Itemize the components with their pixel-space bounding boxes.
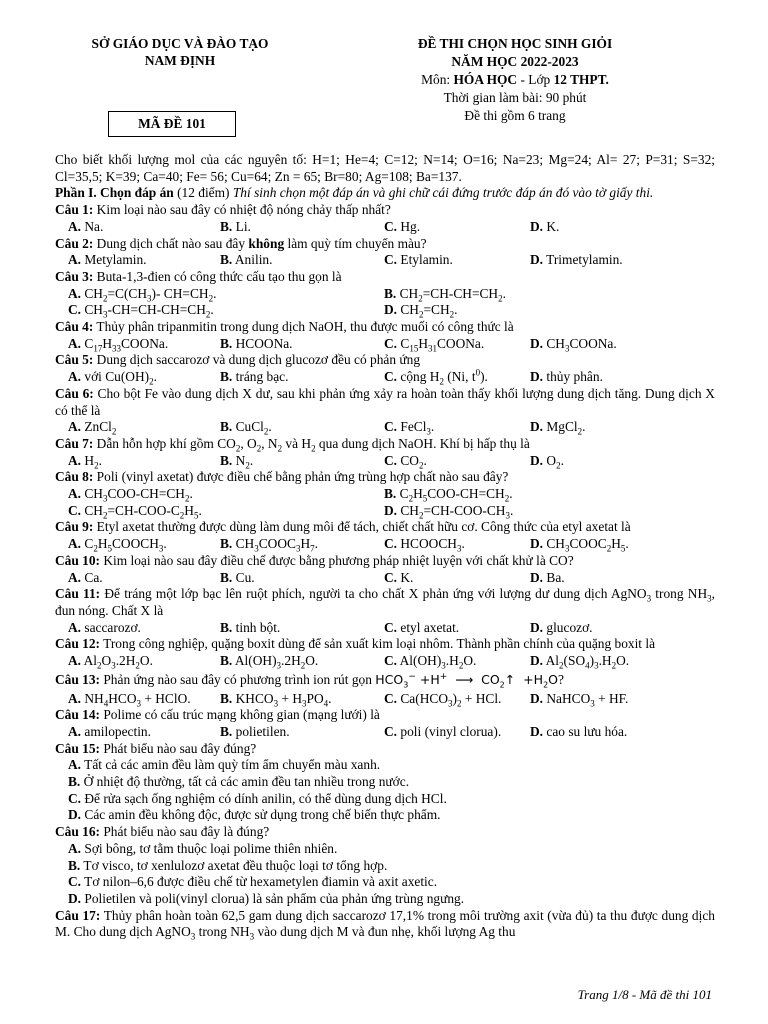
question-13-options: A. $NH_4HCO_3$ + HClO. B. $KHCO_3 + H_3PO_4$. C. $Ca(HCO_3)_2$ + HCl. D. NaHCO$_3$ + HF. (68, 690, 629, 709)
question-16-option-c: C. Tơ nilon–6,6 được điều chế từ hexametylen điamin và axit axetic. (68, 874, 438, 890)
question-6-options: A. ZnCl$_2$ B. CuCl$_2$. C. FeCl$_3$. D. MgCl$_2$. (68, 419, 586, 437)
school-year: NĂM HỌC 2022-2023 (451, 54, 579, 69)
question-1: Câu 1: Kim loại nào sau đây có nhiệt độ nóng chảy thấp nhất? (55, 202, 391, 218)
question-5: Câu 5: Dung dịch saccarozơ và dung dịch glucozơ đều có phản ứng (55, 352, 421, 368)
department-name: SỞ GIÁO DỤC VÀ ĐÀO TẠO (91, 36, 269, 51)
question-15-option-a: A. Tất cả các amin đều làm quỳ tím ẩm chuyển màu xanh. (68, 757, 381, 773)
question-15-option-c: C. Để rửa sạch ống nghiệm có dính anilin, có thể dùng dung dịch HCl. (68, 790, 447, 806)
question-11-options: A. saccarozơ. B. tinh bột. C. etyl axetat. D. glucozơ. (68, 619, 593, 635)
question-16-option-d: D. Polietilen và poli(vinyl clorua) là sản phẩm của phản ứng trùng ngưng. (68, 890, 465, 906)
question-17: Câu 17: Thủy phân hoàn toàn 62,5 gam dung dịch saccarozơ 17,1% trong môi trường axit (vừa đủ) ta thu được dung dịch M. Cho dung dịch AgNO$_3$ trong $NH_3$ vào dung dịch M và đun nhẹ, khối lượng Ag thu (55, 907, 715, 943)
question-8: Câu 8: Poli (vinyl axetat) được điều chế bằng phản ứng trùng hợp chất nào sau đây? (55, 469, 509, 485)
molar-mass-intro: Cho biết khối lượng mol của các nguyên tố: H=1; He=4; C=12; N=14; O=16; Na=23; Mg=24; Al= 27; P=31; S=32; Cl=35,5; K=39; Ca=40; Fe= 56; Cu=64; Zn = 65; Br=80; Ag=108; Ba=137. (55, 152, 715, 184)
question-2: Câu 2: Dung dịch chất nào sau đây không làm quỳ tím chuyển màu? (55, 235, 427, 251)
question-7: Câu 7: Dẫn hỗn hợp khí gồm $CO_2$, $O_2$, $N_2$ và $H_2$ qua dung dịch NaOH. Khí bị hấp thụ là (55, 435, 530, 454)
question-1-options: A. Na. B. Li. C. Hg. D. K. (68, 218, 560, 234)
question-9: Câu 9: Etyl axetat thường được dùng làm dung môi để tách, chiết chất hữu cơ. Công thức của etyl axetat là (55, 519, 631, 535)
question-15-option-b: B. Ở nhiệt độ thường, tất cả các amin đều tan nhiều trong nước. (68, 774, 410, 790)
question-8-options: A. $CH_3COO-CH=CH_2$. B. $C_2H_5COO-CH=CH_2$. C. $CH_2=CH-COO-C_2H_5$. D. $CH_2=CH-COO-CH_3$. (68, 486, 514, 521)
question-14: Câu 14: Polime có cấu trúc mạng không gian (mạng lưới) là (55, 707, 380, 723)
subject-line: Môn: HÓA HỌC - Lớp 12 THPT. (421, 72, 609, 87)
question-7-options: A. $H_2$. B. $N_2$. C. $CO_2$. D. $O_2$. (68, 452, 564, 471)
question-16-option-b: B. Tơ visco, tơ xenlulozơ axetat đều thuộc loại tơ tổng hợp. (68, 857, 388, 873)
question-11: Câu 11: Để tráng một lớp bạc lên ruột phích, người ta cho chất X phản ứng với lượng dư dung dịch AgNO$_3$ trong $NH_3$, đun nóng. Chất X là (55, 586, 715, 618)
exam-title: ĐỀ THI CHỌN HỌC SINH GIỎI (417, 36, 613, 51)
department-header (60, 35, 300, 69)
question-16: Câu 16: Phát biểu nào sau đây là đúng? (55, 824, 270, 840)
question-15-option-d: D. Các amin đều không độc, được sử dụng trong chế biến thực phẩm. (68, 807, 441, 823)
page-footer: Trang 1/8 - Mã đề thi 101 (577, 987, 712, 1002)
question-5-options: A. với $Cu(OH)_2$. B. tráng bạc. C. cộng $H_2$ (Ni, $t^0$). D. thủy phân. (68, 367, 603, 387)
question-4: Câu 4: Thủy phân tripanmitin trong dung dịch NaOH, thu được muối có công thức là (55, 319, 514, 335)
exam-header (360, 35, 670, 125)
question-3-options: A. $CH_2=C(CH_3)-$ $CH=CH_2$. B. $CH_2=CH-CH=CH_2$. C. $CH_3-CH=CH-CH=CH_2$. D. $CH_2=CH_2$. (68, 285, 506, 320)
question-15: Câu 15: Phát biểu nào sau đây đúng? (55, 740, 257, 756)
question-9-options: A. $C_2H_5COOCH_3$. B. $CH_3COOC_3H_7$. C. $HCOOCH_3$. D. $CH_3COOC_2H_5$. (68, 536, 629, 554)
question-3: Câu 3: Buta-1,3-đien có công thức cấu tạo thu gọn là (55, 268, 342, 284)
page-count-line: Đề thi gồm 6 trang (464, 108, 566, 123)
question-16-option-a: A. Sợi bông, tơ tằm thuộc loại polime thiên nhiên. (68, 840, 338, 856)
question-4-options: A. $C_{17}H_{33}COONa$. B. HCOONa. C. $C_{15}H_{31}COONa$. D. $CH_3COONa$. (68, 335, 617, 354)
exam-body (55, 152, 715, 941)
question-10-options: A. Ca. B. Cu. C. K. D. Ba. (68, 569, 565, 585)
ionic-equation: $HCO_3^- +H^+$ ⟶ $CO_2↑ +H_2O$ (375, 671, 558, 690)
question-10: Câu 10: Kim loại nào sau đây điều chế được bằng phương pháp nhiệt luyện với chất khử là CO? (55, 552, 574, 568)
question-6: Câu 6: Cho bột Fe vào dung dịch X dư, sau khi phản ứng xảy ra hoàn toàn thấy khối lượng dung dịch tăng. Dung dịch X có thể là (55, 385, 715, 418)
question-14-options: A. amilopectin. B. polietilen. C. poli (vinyl clorua). D. cao su lưu hóa. (68, 723, 628, 739)
province-name: NAM ĐỊNH (144, 53, 216, 68)
exam-code-box: MÃ ĐỀ 101 (108, 111, 236, 137)
part1-heading: Phần I. Chọn đáp án (12 điểm) Thí sinh chọn một đáp án và ghi chữ cái đứng trước đáp án đó vào tờ giấy thi. (55, 185, 654, 201)
question-12: Câu 12: Trong công nghiệp, quặng boxit dùng để sản xuất kim loại nhôm. Thành phần chính của quặng boxit là (55, 636, 656, 652)
question-12-options: A. $Al_2O_3.2H_2O$. B. $Al(OH)_3.2H_2O$. C. $Al(OH)_3.H_2O$. D. $Al_2(SO_4)_3.H_2O$. (68, 653, 630, 671)
question-2-options: A. Metylamin. B. Anilin. C. Etylamin. D. Trimetylamin. (68, 252, 623, 268)
time-line: Thời gian làm bài: 90 phút (443, 90, 587, 105)
question-13: Câu 13: Phản ứng nào sau đây có phương trình ion rút gọn $HCO_3^- +H^+$ ⟶ $CO_2↑ +H_2O$? (55, 671, 564, 690)
